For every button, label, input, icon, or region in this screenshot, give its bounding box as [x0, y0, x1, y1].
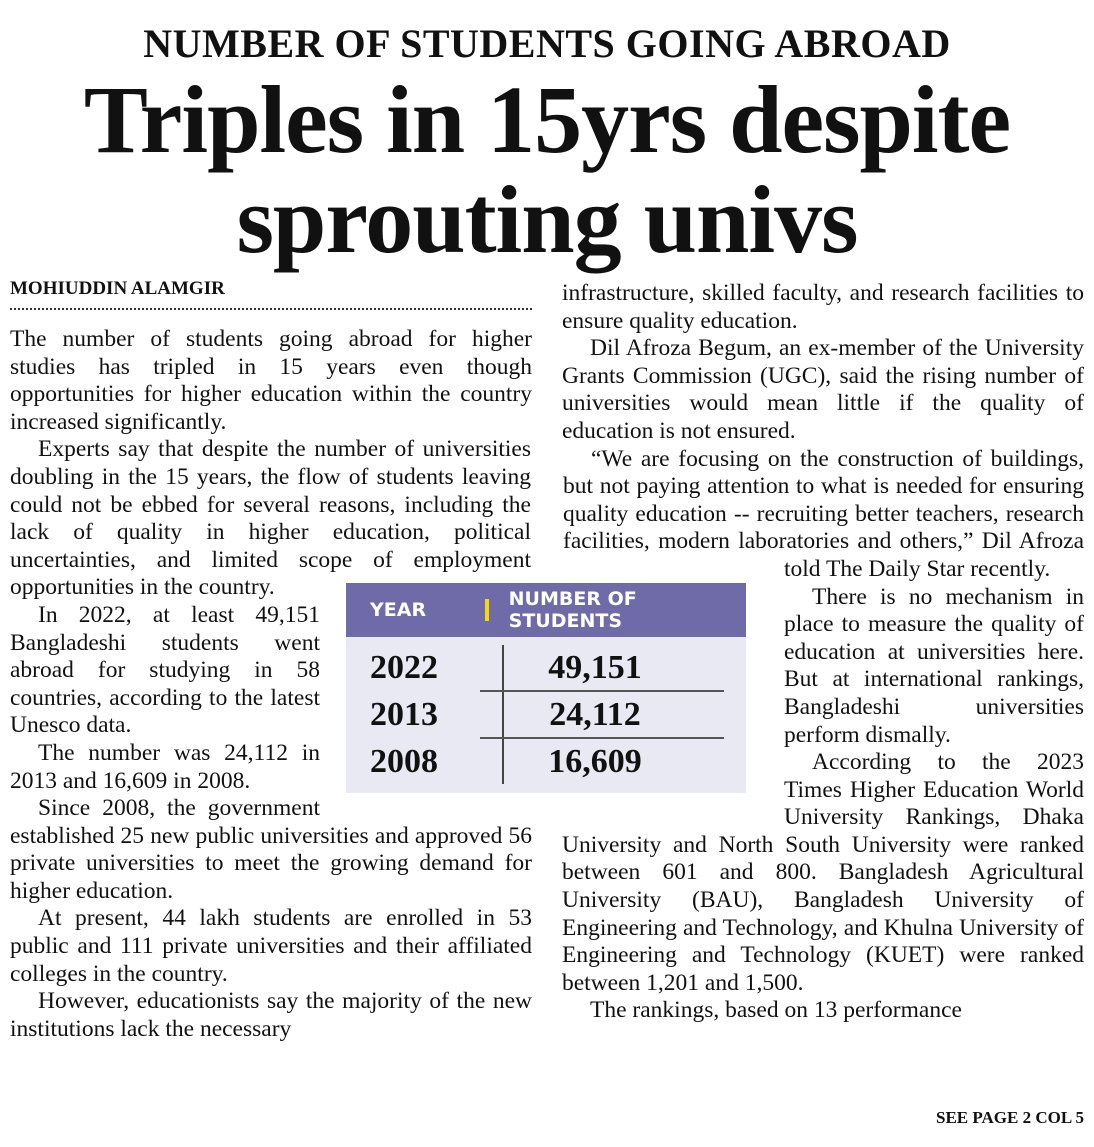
row-students: 16,609 [548, 742, 642, 780]
paragraph: The rankings, based on 13 performance [590, 997, 962, 1024]
table-header [346, 583, 746, 637]
paragraph: Dil Afroza Begum, an ex-member of the University Grants Commission (UGC), said the rising number of universities would mean little if the quality of education is not ensured. [562, 335, 1084, 444]
table-row [346, 645, 746, 690]
paragraph: According to the 2023 Times Higher Education World University Rankings, Dhaka University and North South University were ranked between 601 and 800. Bangladesh Agricultural University (BAU), Bangladesh University of Engineering and Technology, and Khulna University of Engineering and Technology (KUET) were ranked between 1,201 and 1,500. [562, 749, 1084, 996]
paragraph: In 2022, at least 49,151 Bangladeshi students went abroad for studying in 58 countries, according to the latest Unesco data. [10, 601, 320, 739]
paragraph: Since 2008, the government established 25 new public universities and approved 56 private universities to meet the growing demand for higher education. [10, 795, 532, 904]
row-year: 2008 [346, 739, 504, 784]
paragraph: However, educationists say the majority of the new institutions lack the necessary [10, 988, 532, 1042]
paragraph: The number was 24,112 in 2013 and 16,609 in 2008. [10, 739, 320, 794]
header-students: NUMBER OF STUDENTS [508, 588, 637, 632]
paragraph: At present, 44 lakh students are enrolled in 53 public and 111 private universities and their affiliated colleges in the country. [10, 905, 532, 987]
paragraph: The number of students going abroad for higher studies has tripled in 15 years even though opportunities for higher education within the country increased significantly. [10, 326, 532, 435]
row-year: 2022 [346, 645, 504, 690]
row-year: 2013 [346, 692, 504, 737]
row-students: 49,151 [548, 648, 642, 686]
headline: Triples in 15yrs despite sprouting univs [83, 66, 1011, 273]
header-divider [485, 599, 489, 621]
byline: MOHIUDDIN ALAMGIR [10, 278, 532, 310]
paragraph-text: Experts say that despite the number of universities doubling in the 15 years, the flow of students leaving could not be ebbed for several reasons, including the lack of quality in higher education, political uncertainties, and limited scope of employment opportunities in the country. [10, 436, 531, 601]
students-table [346, 583, 746, 793]
paragraph: There is no mechanism in place to measure the quality of education at universities here. But at international rankings, Bangladeshi universities perform dismally. [784, 583, 1084, 748]
table-body [346, 637, 746, 784]
table-row [346, 692, 746, 737]
paragraph [10, 436, 532, 602]
paragraph: infrastructure, skilled faculty, and research facilities to ensure quality education. [562, 280, 1084, 334]
row-students: 24,112 [549, 695, 641, 733]
kicker: NUMBER OF STUDENTS GOING ABROAD [143, 21, 951, 66]
continuation-note: SEE PAGE 2 COL 5 [936, 1108, 1084, 1127]
table-row [346, 739, 746, 784]
paragraph: “We are focusing on the construction of buildings, but not paying attention to what is needed for ensuring quality education -- recruiting better teachers, research facilities, modern laboratories and others,” Dil Afroza told The Daily Star recently. [563, 445, 1084, 582]
header-year: YEAR [370, 599, 427, 621]
